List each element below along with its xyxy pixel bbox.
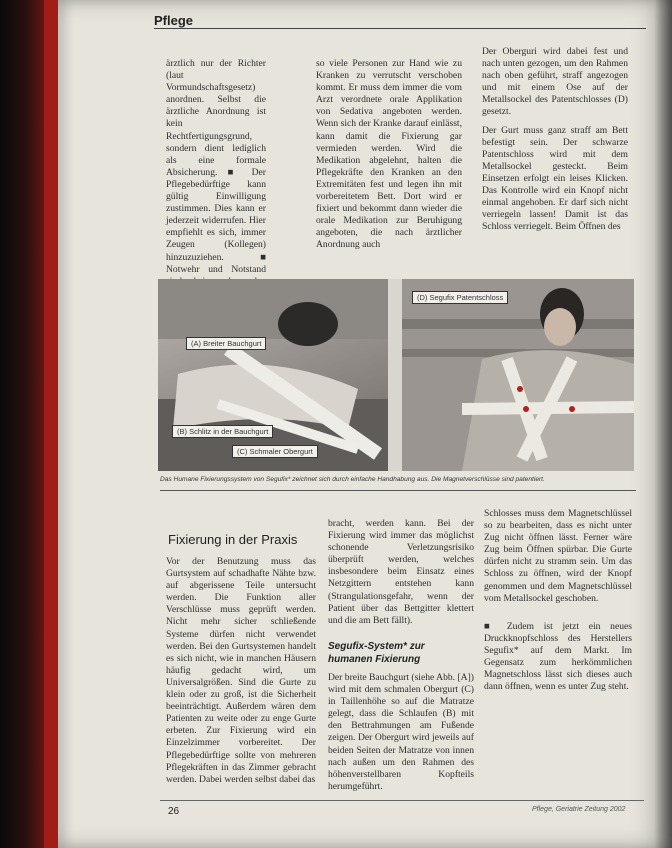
top-column-1-text: ärztlich nur der Richter (laut Vormundschaftsgesetz) anordnen. Selbst die ärztliche Anordnung ist kein Rechtfertigungsgrund, sondern dient lediglich als eine formale Absicherung. ■ Der Pflegebedürftige kann gültig Einwilligung zustimmen. Dies kann er jederzeit widerrufen. Hier empfiehlt es sich, immer Zeugen (Kollegen) hinzuzuziehen. ■ Notwehr und Notstand [166, 58, 266, 275]
bottom-column-2b [328, 672, 474, 796]
header-rule [154, 28, 646, 29]
top-column-2-text: so viele Personen zur Hand wie zu Kranken zu verrutscht verschoben kommt. Er muss dem immer die vom Arzt verordnete orale Applikation von Sedativa angeboten werden. Wenn sich der Kranke darauf einlässt, kann damit die Fixierung gar vermieden werden. Wird die Medikation abgelehnt, halten die Pflegekräfte den Kranken an den Extremitäten fest und legen ihn mit vorbereitetem Bett. Dort wird er fixiert und bekommt dann wieder die orale Medikation zur Beruhigung angeboten, die nach ärztlicher Anordnung auch [316, 58, 462, 251]
bed-belt-illustration [158, 279, 388, 471]
page-curl-shadow [654, 0, 672, 848]
top-column-3-text-b: Der Gurt muss ganz straff am Bett befestigt sein. Der schwarze Patentschloss wird mit dem Metallsockel gesteckt. Beim Einsetzen erfolgt ein leises Klicken. Das Kontrolle wird ein Knopf nicht einmal angehoben. Er darf sich nicht verriegeln lassen! Damit ist das Schloss verriegelt. Beim Öffnen des [482, 124, 628, 233]
bottom-column-2-text-b: Der breite Bauchgurt (siehe Abb. [A]) wird mit dem schmalen Obergurt (C) in Taillenhöhe so auf die Matratze gelegt, dass die Schlaufen (B) mit den Bettrahmungen am Fußende zeigen. Der Obergurt wird jeweils auf beiden Seiten der Matratze von innen nach außen um den Rahmen des höhenverstellbaren Kopfteils herumgeführt. [328, 672, 474, 792]
bottom-column-2-text-a: bracht, werden kann. Bei der Fixierung wird immer das möglichst schonende Verletzungsrisiko überprüft werden, welches insbesondere beim Einsatz eines Netzgittern entstehen kann (Strangulationsgefahr, wenn der Patient über das Bettgitter klettert und die am Bett fällt). [328, 518, 474, 626]
top-column-3-text-a: Der Oberguri wird dabei fest und nach unten gezogen, um den Rahmen nach oben geführt, straff angezogen und mit einem Ose auf der Metallsockel des Patentschlosses (D) gesetzt. [482, 46, 628, 118]
bottom-column-2 [328, 518, 474, 638]
figure-caption: Das Humane Fixierungssystem von Segufix* zeichnet sich durch einfache Handhabung aus. Die Magnetverschlüsse sind patentiert. [160, 476, 545, 483]
photo-patient-fixed [402, 279, 634, 471]
bottom-column-1 [166, 556, 316, 794]
label-c: (C) Schmaler Obergurt [232, 445, 318, 458]
top-column-3 [482, 46, 628, 246]
label-b: (B) Schlitz in der Bauchgurt [172, 425, 273, 438]
bottom-column-3-text-a: Schlosses muss dem Magnetschlüssel so zu bearbeiten, dass es nicht unter Zug nicht öffnen lässt. Ferner wäre Zug beim Öffnen spürbar. Die Gurte dürfen nicht zu stramm sein. Um das Schloss zu öffnen, wird der Knopf genommen und dem Magnetschlüssel vom Metallsockel geschoben. [484, 508, 632, 604]
bottom-column-3-text-b: ■ Zudem ist jetzt ein neues Druckknopfschloss des Herstellers Segufix* auf dem Markt. Im Gegensatz zum herkömmlichen Magnetschloss lässt sich dieses auch dann öffnen, wenn es unter Zug steht. [484, 620, 632, 693]
footer-rule [160, 800, 644, 801]
caption-rule [160, 490, 636, 491]
bottom-column-3 [484, 508, 632, 778]
bottom-column-1-text: Vor der Benutzung muss das Gurtsystem auf schadhafte Nähte bzw. auf abgerissene Teile untersucht werden. Die Funktion aller Verschlüsse muss geprüft werden. Nicht mehr sicher schließende Systeme dürfen nicht verwendet werden. Bei den Gurtsystemen handelt es sich nicht, wie in manchen Häusern häufig gedacht wird, um Universalgrößen. Sind die Gurte zu klein oder zu groß, ist die Sicherheit beeinträchtigt. Außerdem wären dem Patienten zu weite oder zu enge Gurte erbeten. Zur Fixierung wird ein Einzelzimmer vorbereitet. Der Pflegebedürftige sollte von mehreren Pflegekräften in das Zimmer gebracht werden. Dabei werden selbst dabei das [166, 556, 316, 785]
section-heading: Fixierung in der Praxis [168, 532, 298, 547]
top-column-2 [316, 58, 462, 251]
section-header: Pflege [154, 13, 194, 28]
page-number: 26 [168, 806, 180, 817]
top-column-1 [166, 58, 266, 275]
photo-bed-belt [158, 279, 388, 471]
label-a: (A) Breiter Bauchgurt [186, 337, 266, 350]
subheading-segufix: Segufix-System* zur humanen Fixierung [328, 641, 425, 665]
label-d: (D) Segufix Patentschloss [412, 291, 508, 304]
figure-photos [158, 279, 634, 471]
journal-name: Pflege, Geriatrie Zeitung 2002 [532, 806, 626, 813]
patient-illustration [402, 279, 634, 471]
